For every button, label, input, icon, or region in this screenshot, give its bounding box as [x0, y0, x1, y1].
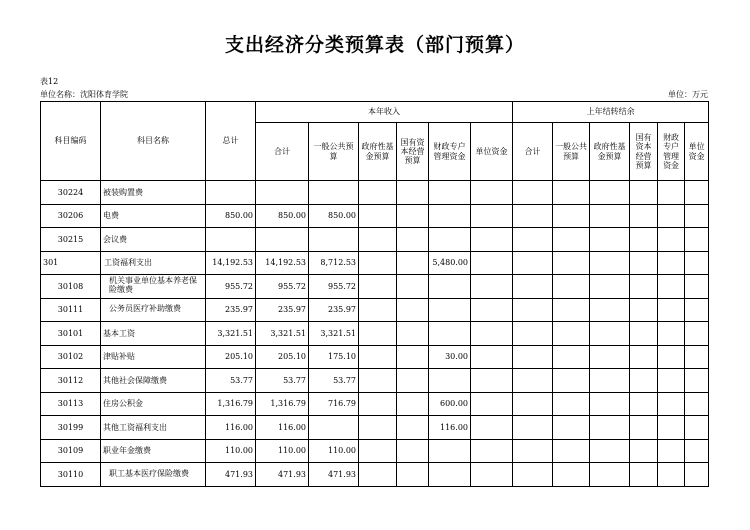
cell-prior-general — [553, 369, 590, 393]
cell-sum: 53.77 — [256, 369, 309, 393]
cell-total: 205.10 — [206, 345, 256, 369]
cell-fund — [359, 416, 397, 440]
table-row — [41, 251, 709, 275]
cell-fund — [359, 345, 397, 369]
cell-unit — [471, 275, 513, 299]
cell-prior-state — [630, 181, 658, 205]
cell-prior-sum — [513, 204, 553, 228]
cell-name: 津贴补贴 — [101, 345, 206, 369]
cell-prior-general — [553, 345, 590, 369]
cell-special: 5,480.00 — [429, 251, 471, 275]
cell-name: 工资福利支出 — [101, 251, 206, 275]
cell-prior-sum — [513, 228, 553, 252]
table-row — [41, 298, 709, 322]
cell-code: 30111 — [41, 298, 101, 322]
cell-special — [429, 275, 471, 299]
cell-code: 30102 — [41, 345, 101, 369]
cell-sum: 850.00 — [256, 204, 309, 228]
cell-prior-sum — [513, 251, 553, 275]
cell-total: 471.93 — [206, 463, 256, 487]
cell-prior-general — [553, 204, 590, 228]
cell-state — [397, 204, 429, 228]
table-row — [41, 228, 709, 252]
cell-name: 电费 — [101, 204, 206, 228]
cell-state — [397, 181, 429, 205]
cell-special — [429, 463, 471, 487]
cell-special — [429, 181, 471, 205]
cell-fund — [359, 392, 397, 416]
cell-general: 235.97 — [309, 298, 359, 322]
cell-name: 公务员医疗补助缴费 — [101, 298, 206, 322]
cell-prior-special — [658, 416, 685, 440]
cell-general — [309, 181, 359, 205]
cell-prior-sum — [513, 345, 553, 369]
cell-prior-fund — [590, 463, 630, 487]
cell-prior-fund — [590, 369, 630, 393]
cell-prior-fund — [590, 251, 630, 275]
table-row — [41, 181, 709, 205]
cell-code: 30113 — [41, 392, 101, 416]
table-number: 表12 — [40, 77, 59, 86]
cell-prior-unit — [685, 181, 709, 205]
cell-state — [397, 416, 429, 440]
cell-unit — [471, 251, 513, 275]
table-row — [41, 345, 709, 369]
cell-prior-special — [658, 181, 685, 205]
cell-code: 30109 — [41, 439, 101, 463]
cell-general: 3,321.51 — [309, 322, 359, 346]
budget-table — [40, 101, 709, 487]
header-row-top — [41, 102, 709, 123]
cell-sum: 235.97 — [256, 298, 309, 322]
cell-fund — [359, 369, 397, 393]
cell-prior-state — [630, 345, 658, 369]
cell-fund — [359, 251, 397, 275]
cell-sum: 1,316.79 — [256, 392, 309, 416]
cell-state — [397, 275, 429, 299]
header-name: 科目名称 — [101, 102, 206, 181]
header-prior-unit: 单位资金 — [685, 123, 709, 181]
header-prior-fund: 政府性基金预算 — [590, 123, 630, 181]
cell-name: 机关事业单位基本养老保险缴费 — [101, 275, 206, 299]
cell-general: 8,712.53 — [309, 251, 359, 275]
table-row — [41, 204, 709, 228]
cell-special: 30.00 — [429, 345, 471, 369]
cell-sum: 110.00 — [256, 439, 309, 463]
cell-state — [397, 298, 429, 322]
cell-code: 30199 — [41, 416, 101, 440]
cell-prior-special — [658, 322, 685, 346]
cell-prior-state — [630, 416, 658, 440]
cell-state — [397, 251, 429, 275]
cell-prior-unit — [685, 439, 709, 463]
cell-prior-sum — [513, 369, 553, 393]
cell-prior-sum — [513, 298, 553, 322]
cell-state — [397, 369, 429, 393]
cell-prior-special — [658, 204, 685, 228]
cell-total: 53.77 — [206, 369, 256, 393]
cell-prior-state — [630, 463, 658, 487]
header-current-state: 国有资本经营预算 — [397, 123, 429, 181]
cell-prior-fund — [590, 275, 630, 299]
cell-prior-state — [630, 322, 658, 346]
cell-prior-general — [553, 228, 590, 252]
cell-special — [429, 204, 471, 228]
cell-special — [429, 322, 471, 346]
cell-prior-special — [658, 298, 685, 322]
cell-prior-fund — [590, 392, 630, 416]
cell-general: 850.00 — [309, 204, 359, 228]
cell-prior-unit — [685, 228, 709, 252]
cell-unit — [471, 369, 513, 393]
header-prior-carryover: 上年结转结余 — [513, 102, 709, 123]
cell-unit — [471, 228, 513, 252]
cell-fund — [359, 322, 397, 346]
cell-name: 其他社会保障缴费 — [101, 369, 206, 393]
currency-unit: 单位：万元 — [668, 90, 708, 99]
cell-state — [397, 392, 429, 416]
header-total: 总计 — [206, 102, 256, 181]
cell-prior-general — [553, 275, 590, 299]
cell-prior-fund — [590, 228, 630, 252]
cell-prior-state — [630, 369, 658, 393]
cell-code: 30215 — [41, 228, 101, 252]
cell-sum: 3,321.51 — [256, 322, 309, 346]
cell-prior-unit — [685, 204, 709, 228]
table-row — [41, 392, 709, 416]
cell-prior-state — [630, 439, 658, 463]
cell-general: 716.79 — [309, 392, 359, 416]
cell-special — [429, 439, 471, 463]
cell-fund — [359, 298, 397, 322]
cell-special: 600.00 — [429, 392, 471, 416]
cell-fund — [359, 463, 397, 487]
cell-total: 850.00 — [206, 204, 256, 228]
cell-fund — [359, 439, 397, 463]
cell-general: 471.93 — [309, 463, 359, 487]
cell-total: 955.72 — [206, 275, 256, 299]
header-prior-sum: 合计 — [513, 123, 553, 181]
page-title: 支出经济分类预算表（部门预算） — [224, 34, 525, 56]
cell-special: 116.00 — [429, 416, 471, 440]
cell-prior-sum — [513, 392, 553, 416]
cell-state — [397, 322, 429, 346]
cell-total: 1,316.79 — [206, 392, 256, 416]
cell-unit — [471, 392, 513, 416]
unit-name: 单位名称：沈阳体育学院 — [40, 90, 128, 99]
cell-prior-unit — [685, 251, 709, 275]
cell-code: 30108 — [41, 275, 101, 299]
cell-fund — [359, 228, 397, 252]
cell-prior-special — [658, 439, 685, 463]
cell-unit — [471, 345, 513, 369]
cell-special — [429, 369, 471, 393]
cell-prior-general — [553, 463, 590, 487]
table-row — [41, 463, 709, 487]
cell-general — [309, 416, 359, 440]
cell-general: 955.72 — [309, 275, 359, 299]
header-prior-state: 国有资本经营预算 — [630, 123, 658, 181]
table-row — [41, 322, 709, 346]
cell-sum: 205.10 — [256, 345, 309, 369]
cell-prior-unit — [685, 416, 709, 440]
cell-sum: 955.72 — [256, 275, 309, 299]
cell-prior-special — [658, 251, 685, 275]
cell-state — [397, 228, 429, 252]
cell-name: 职工基本医疗保险缴费 — [101, 463, 206, 487]
cell-prior-state — [630, 204, 658, 228]
header-current-sum: 合计 — [256, 123, 309, 181]
cell-prior-unit — [685, 345, 709, 369]
cell-prior-general — [553, 439, 590, 463]
cell-prior-general — [553, 322, 590, 346]
cell-code: 30112 — [41, 369, 101, 393]
cell-unit — [471, 463, 513, 487]
cell-prior-fund — [590, 298, 630, 322]
cell-total: 3,321.51 — [206, 322, 256, 346]
cell-prior-state — [630, 251, 658, 275]
cell-general: 110.00 — [309, 439, 359, 463]
cell-prior-special — [658, 345, 685, 369]
table-row — [41, 275, 709, 299]
cell-name: 会议费 — [101, 228, 206, 252]
header-prior-special: 财政专户管理资金 — [658, 123, 685, 181]
cell-general: 53.77 — [309, 369, 359, 393]
cell-name: 其他工资福利支出 — [101, 416, 206, 440]
table-row — [41, 439, 709, 463]
header-current-unit: 单位资金 — [471, 123, 513, 181]
cell-prior-general — [553, 416, 590, 440]
cell-prior-sum — [513, 322, 553, 346]
cell-special — [429, 228, 471, 252]
header-code: 科目编码 — [41, 102, 101, 181]
cell-prior-state — [630, 298, 658, 322]
cell-unit — [471, 416, 513, 440]
cell-general — [309, 228, 359, 252]
cell-prior-state — [630, 392, 658, 416]
cell-total — [206, 228, 256, 252]
table-row — [41, 416, 709, 440]
cell-prior-sum — [513, 439, 553, 463]
cell-sum: 14,192.53 — [256, 251, 309, 275]
cell-fund — [359, 181, 397, 205]
cell-prior-unit — [685, 275, 709, 299]
cell-total: 116.00 — [206, 416, 256, 440]
cell-name: 被装购置费 — [101, 181, 206, 205]
cell-sum — [256, 181, 309, 205]
cell-prior-general — [553, 298, 590, 322]
cell-prior-special — [658, 463, 685, 487]
cell-unit — [471, 181, 513, 205]
cell-name: 基本工资 — [101, 322, 206, 346]
cell-state — [397, 463, 429, 487]
cell-prior-special — [658, 228, 685, 252]
cell-total: 14,192.53 — [206, 251, 256, 275]
cell-unit — [471, 322, 513, 346]
cell-sum: 471.93 — [256, 463, 309, 487]
cell-prior-state — [630, 228, 658, 252]
cell-prior-sum — [513, 275, 553, 299]
cell-state — [397, 439, 429, 463]
cell-prior-unit — [685, 463, 709, 487]
cell-name: 职业年金缴费 — [101, 439, 206, 463]
cell-code: 30224 — [41, 181, 101, 205]
cell-prior-state — [630, 275, 658, 299]
cell-prior-sum — [513, 181, 553, 205]
cell-prior-sum — [513, 416, 553, 440]
header-current-year: 本年收入 — [256, 102, 513, 123]
cell-prior-general — [553, 251, 590, 275]
cell-general: 175.10 — [309, 345, 359, 369]
cell-total: 110.00 — [206, 439, 256, 463]
cell-prior-sum — [513, 463, 553, 487]
cell-sum — [256, 228, 309, 252]
cell-prior-fund — [590, 439, 630, 463]
cell-code: 30206 — [41, 204, 101, 228]
cell-code: 301 — [41, 251, 101, 275]
cell-prior-special — [658, 275, 685, 299]
cell-prior-unit — [685, 322, 709, 346]
cell-total — [206, 181, 256, 205]
table-row — [41, 369, 709, 393]
cell-name: 住房公积金 — [101, 392, 206, 416]
cell-unit — [471, 298, 513, 322]
cell-prior-special — [658, 369, 685, 393]
cell-sum: 116.00 — [256, 416, 309, 440]
cell-fund — [359, 275, 397, 299]
cell-prior-unit — [685, 298, 709, 322]
cell-fund — [359, 204, 397, 228]
cell-code: 30101 — [41, 322, 101, 346]
cell-unit — [471, 439, 513, 463]
header-current-fund: 政府性基金预算 — [359, 123, 397, 181]
cell-prior-fund — [590, 322, 630, 346]
cell-total: 235.97 — [206, 298, 256, 322]
cell-code: 30110 — [41, 463, 101, 487]
cell-unit — [471, 204, 513, 228]
cell-prior-general — [553, 181, 590, 205]
header-prior-general: 一般公共预算 — [553, 123, 590, 181]
cell-prior-fund — [590, 345, 630, 369]
cell-prior-fund — [590, 204, 630, 228]
cell-prior-unit — [685, 392, 709, 416]
cell-prior-general — [553, 392, 590, 416]
header-current-general: 一般公共预算 — [309, 123, 359, 181]
cell-prior-unit — [685, 369, 709, 393]
header-current-special: 财政专户管理资金 — [429, 123, 471, 181]
cell-prior-special — [658, 392, 685, 416]
cell-prior-fund — [590, 416, 630, 440]
cell-special — [429, 298, 471, 322]
cell-state — [397, 345, 429, 369]
cell-prior-fund — [590, 181, 630, 205]
